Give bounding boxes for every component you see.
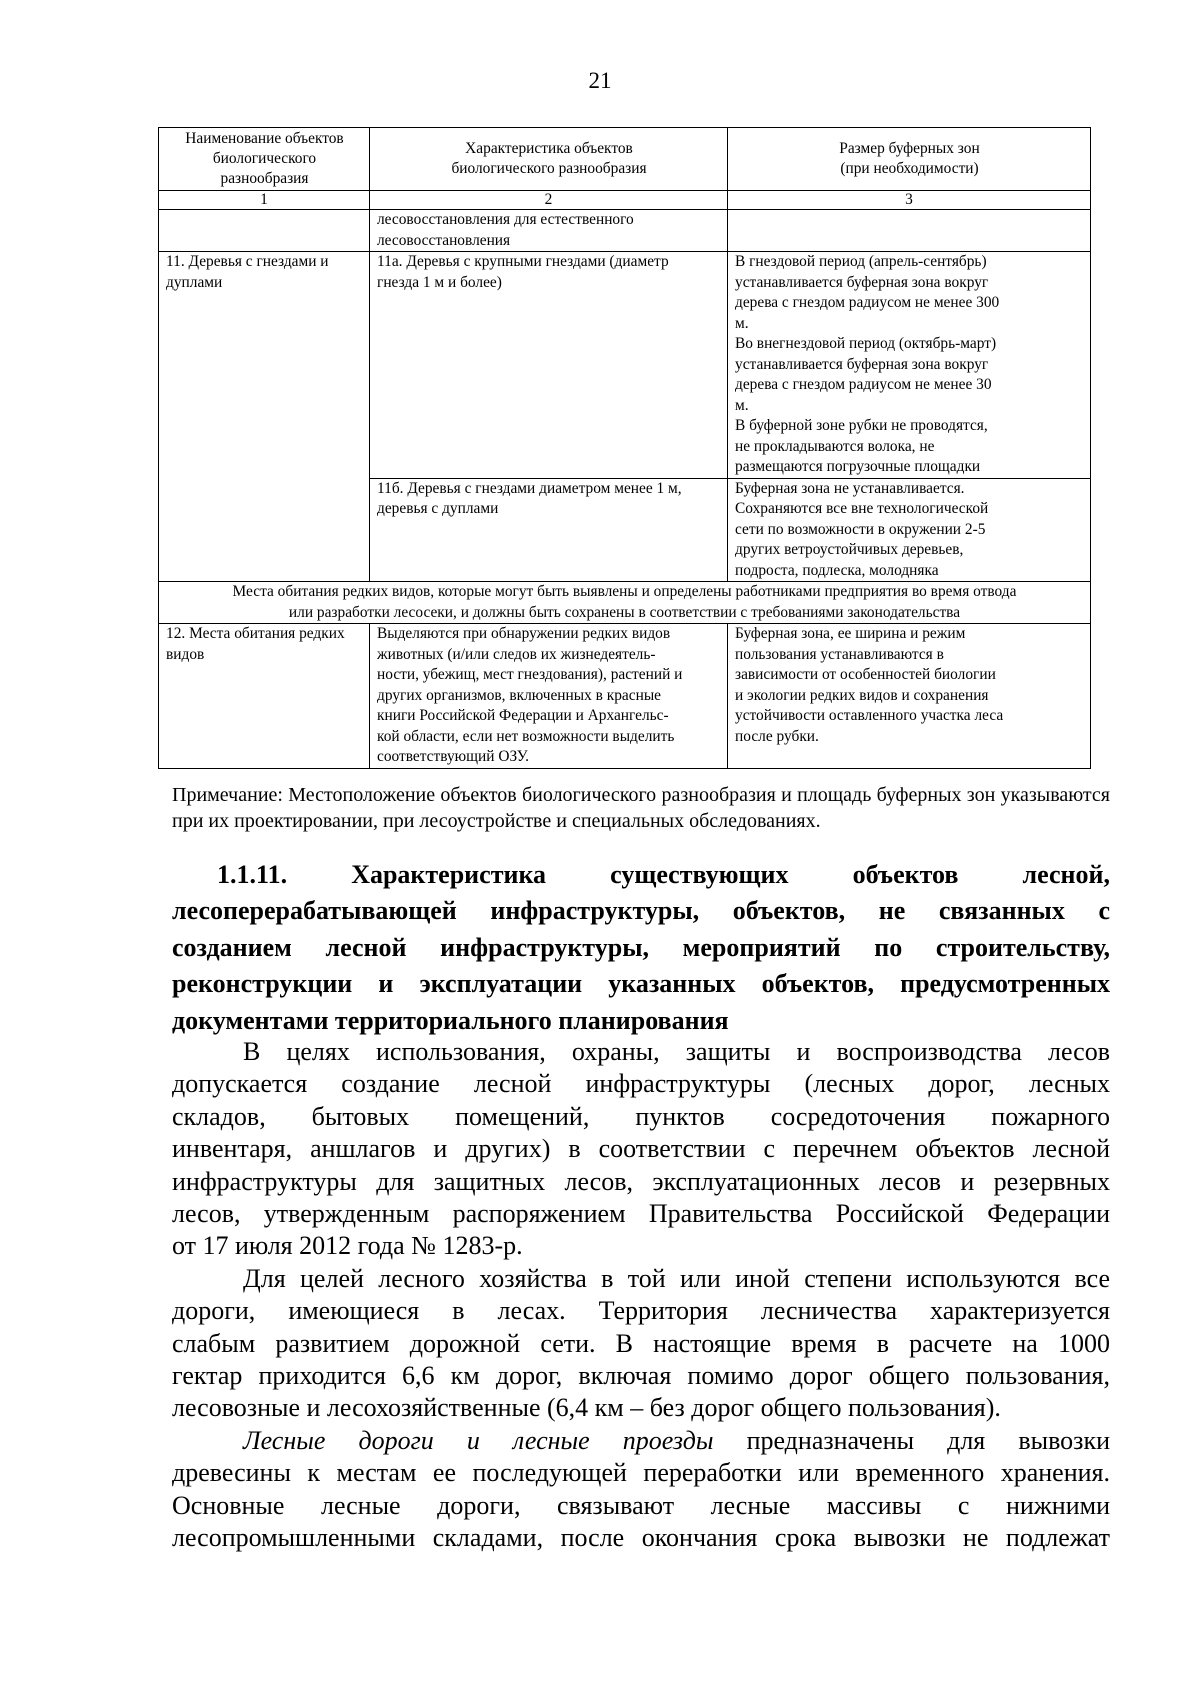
paragraph-line: лесовозные и лесохозяйственные (6,4 км – без дорог общего пользования). [172,1393,1001,1423]
paragraph-line: дороги, имеющиеся в лесах. Территория лесничества характеризуется [172,1296,1110,1326]
column-number-row [159,191,1091,210]
row11b-char-cell: 11б. Деревья с гнездами диаметром менее 1 м, деревья с дуплами [370,478,728,582]
rare-species-section-cell: Места обитания редких видов, которые могут быть выявлены и определены работниками предприятия во время отвода или разработки лесосеки, и должны быть сохранены в соответствии с требованиями законодательства [159,582,1091,624]
heading-line: лесоперерабатывающей инфраструктуры, объектов, не связанных с [172,896,1110,926]
paragraph-line: от 17 июля 2012 года № 1283-р. [172,1231,523,1261]
header-col3: Размер буферных зон (при необходимости) [728,128,1091,191]
row12-buffer-cell: Буферная зона, ее ширина и режим пользования устанавливаются в зависимости от особенностей биологии и экологии редких видов и сохранения устойчивости оставленного участка леса после рубки. [728,624,1091,769]
page-number: 21 [588,68,612,93]
paragraph-line: инфраструктуры для защитных лесов, эксплуатационных лесов и резервных [172,1166,1110,1196]
italic-term: Лесные дороги и лесные проезды [243,1425,714,1455]
header-col1: Наименование объектов биологического разнообразия [159,128,370,191]
paragraph-line: Лесные дороги и лесные проезды предназначены для вывозки [243,1425,1110,1455]
row11a-buffer-cell: В гнездовой период (апрель-сентябрь) устанавливается буферная зона вокруг дерева с гнездом радиусом не менее 300 м. Во внегнездовой период (октябрь-март) устанавливается буферная зона вокруг дерева с гнездом радиусом не менее 30 м. В буферной зоне рубки не проводятся, не прокладываются волока, не размещаются погрузочные площадки [728,252,1091,479]
table-row [159,624,1091,769]
paragraph-line: складов, бытовых помещений, пунктов сосредоточения пожарного [172,1101,1110,1131]
paragraph-line: гектар приходится 6,6 км дорог, включая помимо дорог общего пользования, [172,1361,1110,1391]
heading-line: созданием лесной инфраструктуры, мероприятий по строительству, [172,932,1110,962]
table-header-row [159,128,1091,191]
continuation-char-cell: лесовосстановления для естественного лесовосстановления [370,210,728,252]
paragraph-line: лесов, утвержденным распоряжением Правительства Российской Федерации [172,1199,1110,1229]
row11a-char-cell: 11а. Деревья с крупными гнездами (диаметр гнезда 1 м и более) [370,252,728,479]
paragraph-line: допускается создание лесной инфраструктуры (лесных дорог, лесных [172,1069,1110,1099]
paragraph-line: лесопромышленными складами, после окончания срока вывозки не подлежат [172,1523,1110,1553]
paragraph-line: слабым развитием дорожной сети. В настоящие время в расчете на 1000 [172,1328,1110,1358]
table-row [159,210,1091,252]
heading-line: реконструкции и эксплуатации указанных объектов, предусмотренных [172,969,1110,999]
paragraph-line: Основные лесные дороги, связывают лесные массивы с нижними [172,1490,1110,1520]
column-number-3: 3 [728,191,1091,210]
header-col2: Характеристика объектов биологического разнообразия [370,128,728,191]
paragraph-line: Для целей лесного хозяйства в той или иной степени используются все [243,1263,1110,1293]
row12-name-cell: 12. Места обитания редких видов [159,624,370,769]
column-number-2: 2 [370,191,728,210]
table-note: Примечание: Местоположение объектов биологического разнообразия и площадь буферных зон указываются при их проектировании, при лесоустройстве и специальных обследованиях. [172,784,1110,832]
continuation-name-cell [159,210,370,252]
section-row [159,582,1091,624]
paragraph-line: инвентаря, аншлагов и других) в соответствии с перечнем объектов лесной [172,1134,1110,1164]
column-number-1: 1 [159,191,370,210]
biodiversity-table [158,127,1091,769]
table-row [159,252,1091,479]
continuation-buffer-cell [728,210,1091,252]
section-heading [172,857,1110,1039]
row11-name-cell: 11. Деревья с гнездами и дуплами [159,252,370,582]
paragraph-line: В целях использования, охраны, защиты и воспроизводства лесов [243,1037,1110,1066]
heading-line: документами территориального планирования [172,1005,729,1035]
row11b-buffer-cell: Буферная зона не устанавливается. Сохраняются все вне технологической сети по возможности в окружении 2-5 других ветроустойчивых деревьев, подроста, подлеска, молодняка [728,478,1091,582]
row12-char-cell: Выделяются при обнаружении редких видов животных (и/или следов их жизнедеятель- ности, убежищ, мест гнездования), растений и других организмов, включенных в красные книги Российской Федерации и Архангельс- кой области, если нет возможности выделить соответствующий ОЗУ. [370,624,728,769]
paragraph-line: древесины к местам ее последующей переработки или временного хранения. [172,1458,1110,1488]
heading-line: 1.1.11. Характеристика существующих объектов лесной, [217,860,1110,889]
body-text [172,1036,1110,1555]
